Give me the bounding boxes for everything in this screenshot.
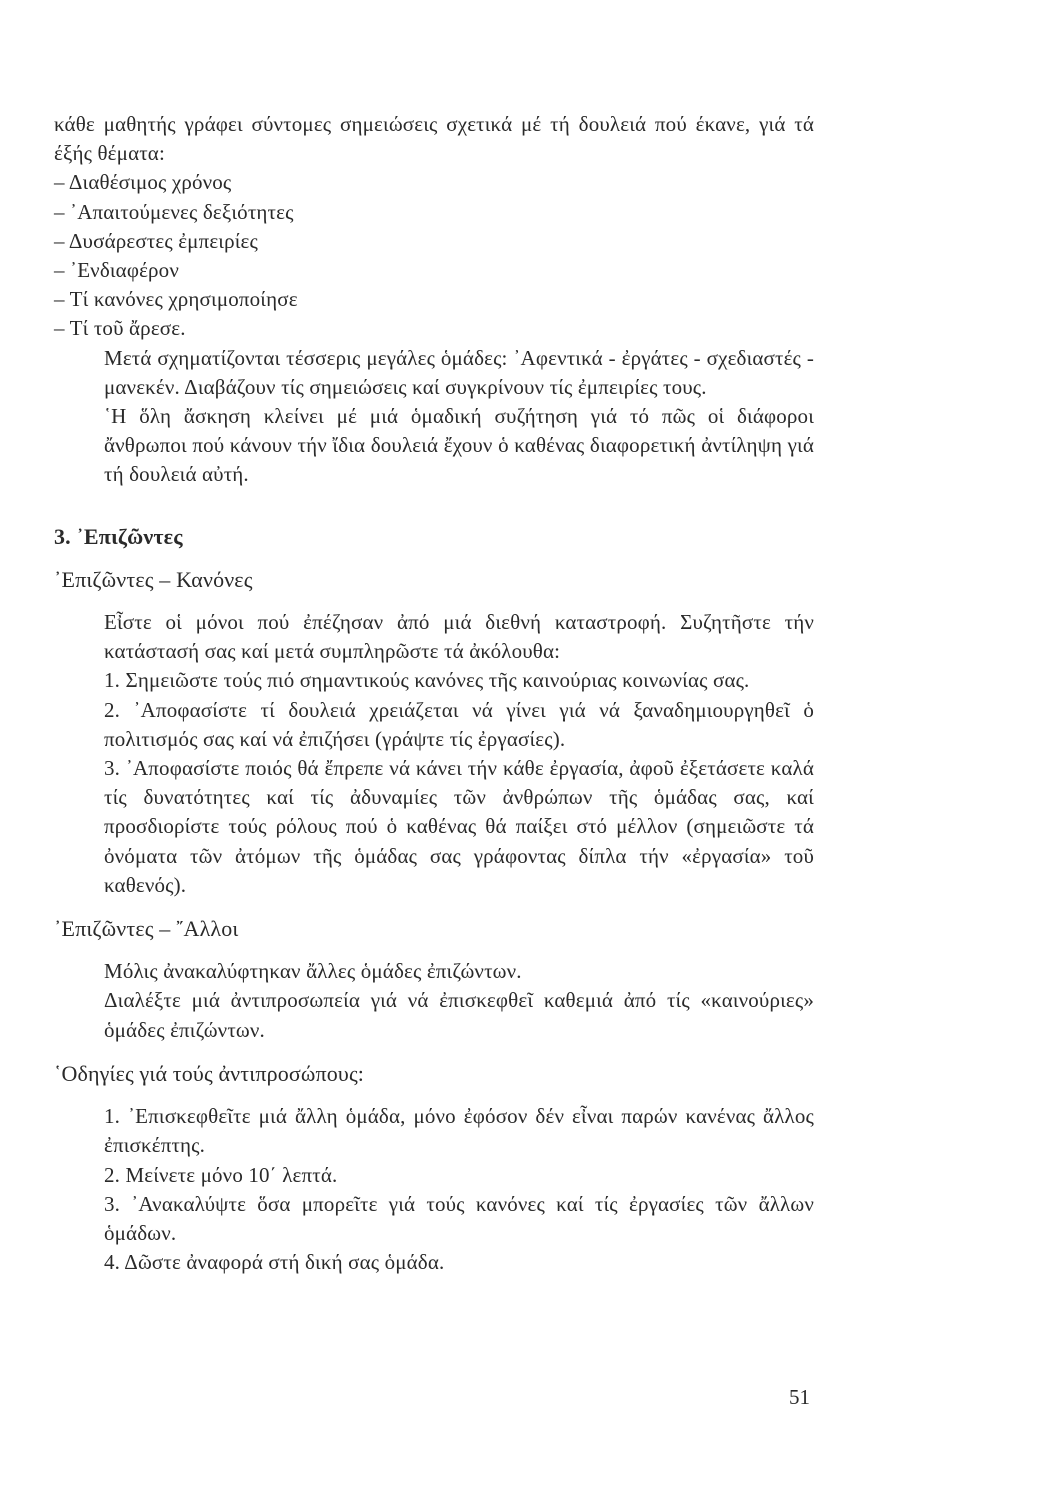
instructions-list-item: 1. ᾽Επισκεφθεῖτε μιά ἄλλη ὁμάδα, μόνο ἐφόσον δέν εἶναι παρών κανένας ἄλλος ἐπισκέπτης. <box>104 1104 814 1158</box>
page-number: 51 <box>789 1385 810 1409</box>
rules-intro-paragraph: Εἶστε οἱ μόνοι πού ἐπέζησαν ἀπό μιά διεθνή καταστροφή. Συζητῆστε τήν κατάστασή σας καί μετά συμπληρῶστε τά ἀκόλουθα: <box>104 610 814 664</box>
page-text <box>54 110 814 1277</box>
section-heading: 3. ᾽Επιζῶντες <box>54 523 183 549</box>
instructions-list-item: 4. Δῶστε ἀναφορά στή δική σας ὁμάδα. <box>104 1250 445 1275</box>
others-paragraph: Μόλις ἀνακαλύφτηκαν ἄλλες ὁμάδες ἐπιζώντων. <box>104 959 522 984</box>
topic-list-item: – Τί τοῦ ἄρεσε. <box>54 316 186 341</box>
intro-paragraph: κάθε μαθητής γράφει σύντομες σημειώσεις σχετικά μέ τή δουλειά πού έκανε, γιά τά έξής θέματα: <box>54 112 814 166</box>
topic-list-item: – ᾽Ενδιαφέρον <box>54 258 179 283</box>
topic-list-item: – Τί κανόνες χρησιμοποίησε <box>54 287 298 312</box>
others-paragraph: Διαλέξτε μιά ἀντιπροσωπεία γιά νά ἐπισκεφθεῖ καθεμιά ἀπό τίς «καινούριες» ὁμάδες ἐπιζώντων. <box>104 988 814 1042</box>
topic-list-item: – Δυσάρεστες ἐμπειρίες <box>54 228 258 253</box>
instructions-subheading: ῾Οδηγίες γιά τούς ἀντιπροσώπους: <box>54 1060 365 1086</box>
rules-list-item: 3. ᾽Αποφασίστε ποιός θά ἔπρεπε νά κάνει τήν κάθε ἐργασία, ἀφοῦ ἐξετάσετε καλά τίς δυνατότητες καί τίς ἀδυναμίες τῶν ἀνθρώπων τῆς ὁμάδας σας, καί προσδιορίστε τούς ρόλους πού ὁ καθένας θά παίξει στό μέλλον (σημειῶστε τά ὀνόματα τῶν ἀτόμων τῆς ὁμάδας σας γράφοντας δίπλα τήν «ἐργασία» τοῦ καθενός). <box>104 756 814 897</box>
rules-list-item: 1. Σημειῶστε τούς πιό σημαντικούς κανόνες τῆς καινούριας κοινωνίας σας. <box>104 668 750 693</box>
rules-list-item: 2. ᾽Αποφασίστε τί δουλειά χρειάζεται νά γίνει γιά νά ξαναδημιουργηθεῖ ὁ πολιτισμός σας καί νά ἐπιζήσει (γράψτε τίς ἐργασίες). <box>104 697 814 751</box>
groups-paragraph: Μετά σχηματίζονται τέσσερις μεγάλες ὁμάδες: ᾽Αφεντικά - ἐργάτες - σχεδιαστές - μανεκέν. Διαβάζουν τίς σημειώσεις καί συγκρίνουν τίς ἐμπειρίες τους. <box>104 345 814 399</box>
topic-list-item: – Διαθέσιμος χρόνος <box>54 170 232 195</box>
instructions-list-item: 2. Μείνετε μόνο 10΄ λεπτά. <box>104 1162 338 1187</box>
topic-list-item: – ᾽Απαιτούμενες δεξιότητες <box>54 199 294 224</box>
discussion-paragraph: ῾Η ὅλη ἄσκηση κλείνει μέ μιά ὁμαδική συζήτηση γιά τό πῶς οἱ διάφοροι ἄνθρωποι πού κάνουν τήν ἴδια δουλειά ἔχουν ὁ καθένας διαφορετική ἀντίληψη γιά τή δουλειά αὐτή. <box>104 404 814 487</box>
others-subheading: ᾽Επιζῶντες – ῎Αλλοι <box>54 916 239 942</box>
rules-subheading: ᾽Επιζῶντες – Κανόνες <box>54 566 253 592</box>
instructions-list-item: 3. ᾽Ανακαλύψτε ὅσα μπορεῖτε γιά τούς κανόνες καί τίς ἐργασίες τῶν ἄλλων ὁμάδων. <box>104 1191 814 1245</box>
